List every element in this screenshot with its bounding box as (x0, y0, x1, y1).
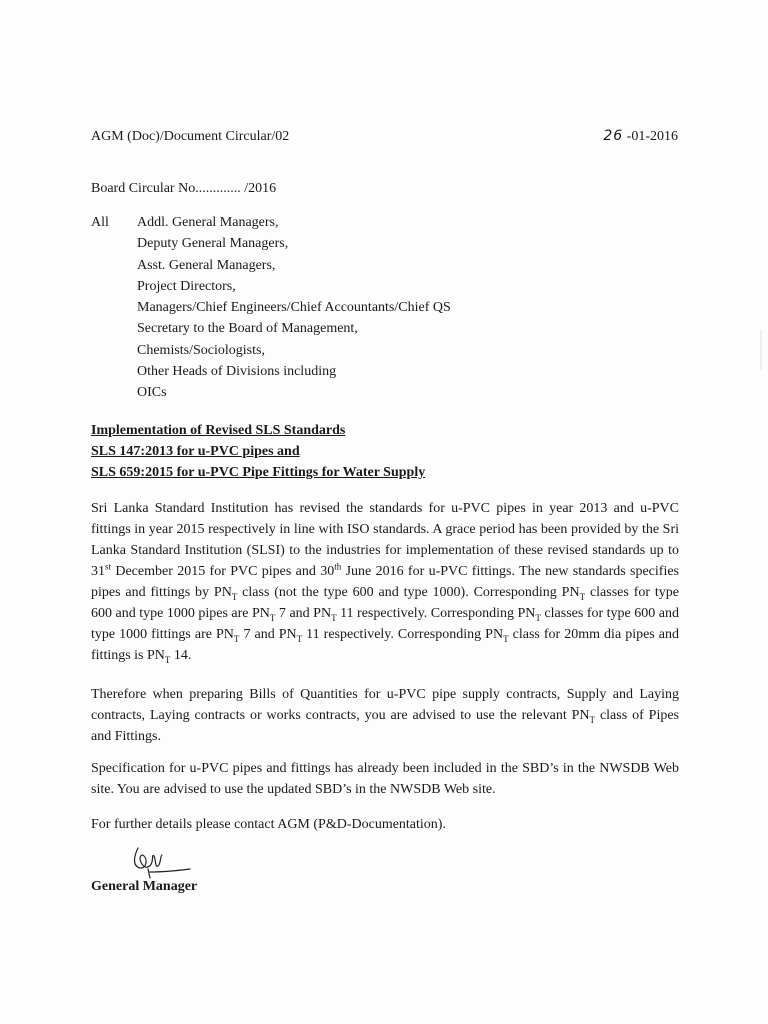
addressee-item: Chemists/Sociologists, (137, 342, 265, 358)
body-paragraph-3: Specification for u-PVC pipes and fittings has already been included in the SBD’s in the NWSDB Web site. You are advised to use the updated SBD’s in the NWSDB Web site. (91, 761, 679, 797)
handwritten-day: 26 (603, 128, 624, 144)
circular-reference: AGM (Doc)/Document Circular/02 (91, 129, 290, 144)
subject-line-2: SLS 147:2013 for u-PVC pipes and (91, 444, 300, 459)
addressee-item: Deputy General Managers, (137, 236, 289, 252)
addressee-item: OICs (137, 385, 167, 401)
subject-heading (91, 420, 425, 483)
addressee-item: Project Directors, (137, 278, 236, 294)
date-month-year: -01-2016 (623, 129, 678, 144)
addressee-item: Managers/Chief Engineers/Chief Accountants/Chief QS (137, 300, 451, 316)
addressee-item: Asst. General Managers, (137, 257, 276, 273)
addressee-list (137, 212, 451, 404)
addressee-item: Other Heads of Divisions including (137, 364, 337, 380)
body-paragraph-2: Therefore when preparing Bills of Quantities for u-PVC pipe supply contracts, Supply and Laying contracts, Laying contracts or works contracts, you are advised to use the relevant $PN_T$ class of Pipes and Fittings. (91, 687, 679, 744)
board-circular-number: Board Circular No............. /2016 (91, 181, 277, 196)
subject-line-1: Implementation of Revised SLS Standards (91, 423, 346, 438)
circular-date (603, 126, 678, 147)
addressee-item: Secretary to the Board of Management, (137, 321, 358, 337)
body-paragraph-1: Sri Lanka Standard Institution has revised the standards for u-PVC pipes in year 2013 and u-PVC fittings in year 2015 respectively in line with ISO standards. A grace period has been provided by the Sri Lanka Standard Institution (SLSI) to the industries for implementation of these revised standards up to 31st December 2015 for PVC pipes and 30th June 2016 for u-PVC fittings. The new standards specifies pipes and fittings by $PN_T$ class (not the type 600 and type 1000). Corresponding $PN_T$ classes for type 600 and type 1000 pipes are $PN_T$ 7 and $PN_T$ 11 respectively. Corresponding $PN_T$ classes for type 600 and type 1000 fittings are $PN_T$ 7 and $PN_T$ 11 respectively. Corresponding $PN_T$ class for 20mm dia pipes and fittings is $PN_T$ 14. (91, 501, 680, 665)
addressee-label: All (91, 215, 109, 230)
addressee-item: Addl. General Managers, (137, 215, 279, 230)
subject-line-3: SLS 659:2015 for u-PVC Pipe Fittings for Water Supply (91, 465, 426, 480)
signer-title: General Manager (91, 879, 198, 894)
scan-edge-mark (760, 330, 762, 370)
body-paragraph-4: For further details please contact AGM (P&D-Documentation). (91, 817, 446, 832)
